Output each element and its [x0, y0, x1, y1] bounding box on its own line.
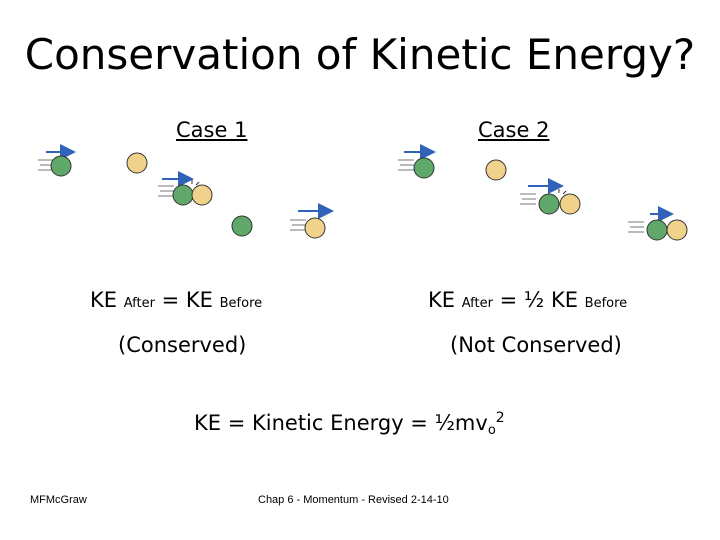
green-ball-icon [51, 156, 71, 176]
motion-lines-icon [398, 160, 414, 170]
motion-lines-icon [290, 220, 306, 230]
eq-after-subscript: After [123, 296, 155, 311]
tan-ball-icon [305, 218, 325, 238]
tan-ball-icon [192, 185, 212, 205]
motion-lines-icon [520, 194, 536, 204]
eq-ke-before: = KE [161, 288, 213, 312]
footer-author: MFMcGraw [30, 494, 87, 506]
ke-formula-superscript: 2 [495, 410, 505, 426]
case2-collision [520, 186, 580, 214]
green-ball-icon [173, 185, 193, 205]
case2-before-collision [398, 152, 506, 180]
ke-formula [194, 410, 505, 438]
case1-before-collision [38, 152, 147, 176]
tan-ball-icon [560, 194, 580, 214]
eq-before-subscript: Before [584, 296, 628, 311]
impact-burst-icon [192, 180, 199, 185]
eq-before-subscript: Before [219, 296, 263, 311]
motion-lines-icon [628, 222, 644, 232]
motion-lines-icon [158, 186, 174, 196]
eq-ke: KE [90, 288, 118, 312]
green-ball-icon [414, 158, 434, 178]
eq-ke: KE [428, 288, 456, 312]
case-1-equation [90, 288, 262, 312]
case-2-note: (Not Conserved) [450, 333, 622, 357]
slide-title: Conservation of Kinetic Energy? [24, 30, 696, 79]
impact-burst-icon [559, 189, 566, 194]
green-ball-icon [647, 220, 667, 240]
case-2-equation [428, 288, 627, 312]
footer-caption: Chap 6 - Momentum - Revised 2-14-10 [258, 494, 449, 506]
green-ball-icon [539, 194, 559, 214]
case-1-note: (Conserved) [118, 333, 247, 357]
case2-after-collision [628, 214, 687, 240]
case1-collision [158, 179, 212, 205]
case-2-label: Case 2 [478, 118, 550, 142]
ke-formula-subscript: o [487, 423, 496, 438]
tan-ball-icon [667, 220, 687, 240]
tan-ball-icon [127, 153, 147, 173]
case-1-label: Case 1 [176, 118, 248, 142]
tan-ball-icon [486, 160, 506, 180]
eq-half-ke-before: = ½ KE [499, 288, 578, 312]
case1-after-collision [232, 211, 330, 238]
green-ball-icon [232, 216, 252, 236]
ke-formula-text: KE = Kinetic Energy = ½mv [194, 411, 488, 435]
eq-after-subscript: After [461, 296, 493, 311]
